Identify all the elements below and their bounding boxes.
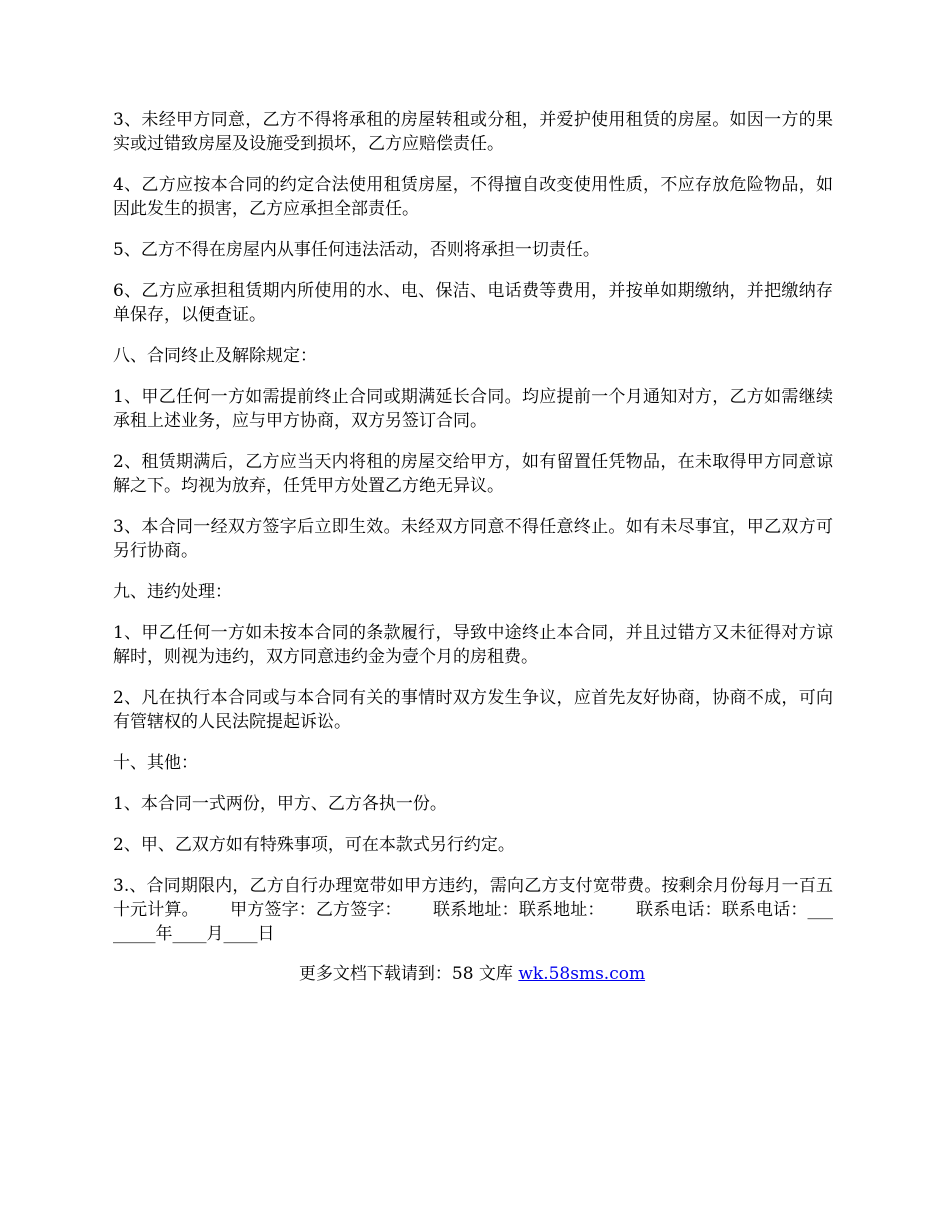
section-heading-10: 十、其他： [113,753,198,773]
section-heading-9: 九、违约处理： [113,582,232,602]
clause-8-3: 3、本合同一经双方签字后立即生效。未经双方同意不得任意终止。如有未尽事宜，甲乙双方可另行协商。 [113,517,833,561]
clause-7-5: 5、乙方不得在房屋内从事任何违法活动，否则将承担一切责任。 [113,240,600,260]
document-body [113,108,833,986]
clause-7-4: 4、乙方应按本合同的约定合法使用租赁房屋，不得擅自改变使用性质，不应存放危险物品，如因此发生的损害，乙方应承担全部责任。 [113,175,833,219]
clause-9-2: 2、凡在执行本合同或与本合同有关的事情时双方发生争议，应首先友好协商，协商不成，可向有管辖权的人民法院提起诉讼。 [113,688,833,732]
footer-prefix: 更多文档下载请到：58 文库 [298,964,519,984]
download-footer [111,962,833,986]
clause-10-1: 1、本合同一式两份，甲方、乙方各执一份。 [113,794,447,814]
footer-link[interactable]: wk.58sms.com [518,964,646,984]
clause-10-2: 2、甲、乙双方如有特殊事项，可在本款式另行约定。 [113,835,515,855]
section-heading-8: 八、合同终止及解除规定： [113,346,317,366]
clause-7-6: 6、乙方应承担租赁期内所使用的水、电、保洁、电话费等费用，并按单如期缴纳，并把缴纳存单保存，以便查证。 [113,281,833,325]
clause-7-3: 3、未经甲方同意，乙方不得将承租的房屋转租或分租，并爱护使用租赁的房屋。如因一方的果实或过错致房屋及设施受到损坏，乙方应赔偿责任。 [113,110,833,154]
clause-8-1: 1、甲乙任何一方如需提前终止合同或期满延长合同。均应提前一个月通知对方，乙方如需继续承租上述业务，应与甲方协商，双方另签订合同。 [113,387,833,431]
clause-10-3-signatures: 3.、合同期限内，乙方自行办理宽带如甲方违约，需向乙方支付宽带费。按剩余月份每月一百五十元计算。 甲方签字：乙方签字： 联系地址：联系地址： 联系电话：联系电话：________年____月____日 [113,876,833,944]
clause-9-1: 1、甲乙任何一方如未按本合同的条款履行，导致中途终止本合同，并且过错方又未征得对方谅解时，则视为违约，双方同意违约金为壹个月的房租费。 [113,623,833,667]
clause-8-2: 2、租赁期满后，乙方应当天内将租的房屋交给甲方，如有留置任凭物品，在未取得甲方同意谅解之下。均视为放弃，任凭甲方处置乙方绝无异议。 [113,452,833,496]
